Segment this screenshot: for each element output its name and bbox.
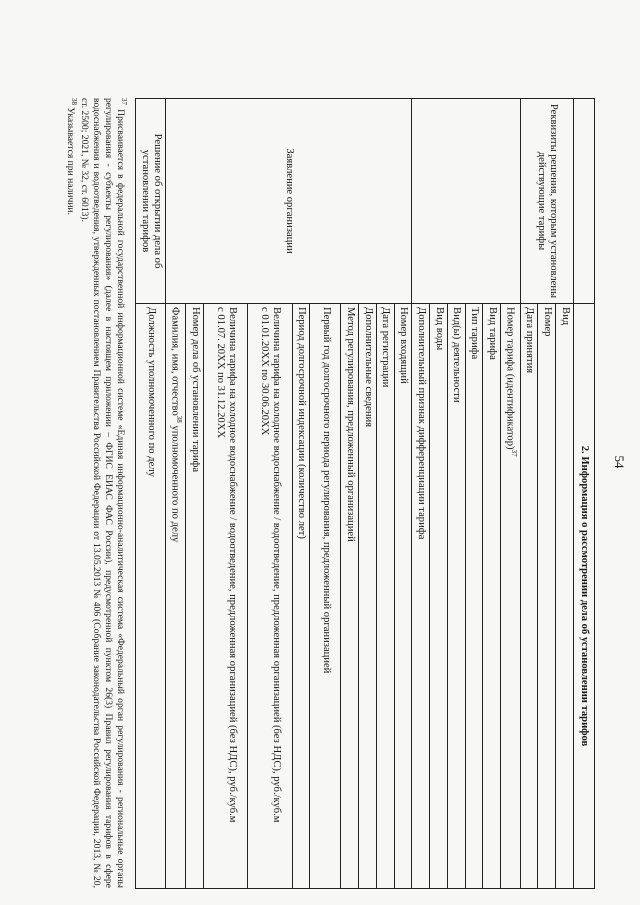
footnote-ref: 38 [175, 415, 184, 423]
group-label-opening-decision: Решение об открытии дела об установлении тарифов [136, 99, 166, 304]
table-row [501, 99, 521, 889]
row-label: Номер [538, 304, 556, 889]
row-label: Фамилия, имя, отчество$^{38}$ уполномоченного по делу [166, 304, 186, 889]
row-label: Дата регистрации [376, 304, 394, 889]
page-number: 54 [612, 455, 627, 469]
row-label: Вид [556, 304, 574, 889]
table-row [556, 99, 574, 889]
row-label: Вид тарифа [483, 304, 501, 889]
row-label: Номер тарифа (идентификатор)$^{37}$ [501, 304, 521, 889]
row-label: Величина тарифа на холодное водоснабжение / водоотведение, предложенная организацией (без НДС), руб./куб.м с 01.07. 20XX по 31.12.20XX [204, 304, 248, 889]
row-label: Первый год долгосрочного периода регулирования, предложенный организацией [310, 304, 341, 889]
row-label: Вид(ы) деятельности [447, 304, 465, 889]
table-row [394, 99, 412, 889]
row-label: Тип тарифа [465, 304, 483, 889]
table-row [573, 99, 594, 889]
row-label: Метод регулирования, предложенный организацией [341, 304, 359, 889]
tariff-case-table [135, 98, 595, 889]
table-row [136, 99, 166, 889]
row-label: Дополнительный признак дифференциации тарифа [412, 304, 430, 889]
footnote-ref: 37 [509, 449, 518, 457]
footnote-37: $^{37}$ Присваивается в федеральной государственной информационной системе «Единая информационно-аналитическая система «Федеральный орган регулирования - региональные органы регулирования - субъекты регулирования» (далее в настоящем приложении – ФГИС ЕИАС ФАС России), предусмотренной пунктом 26(3) Правил регулирования тарифов в сфере водоснабжения и водоотведения, утвержденных постановлением Правительства Российской Федерации от 13.05.2013 № 406 (Собрание законодательства Российской Федерации, 2013, № 20, ст. 2500; 2021, № 32, ст. 6013). [78, 98, 128, 888]
row-label: Дата принятия [520, 304, 538, 889]
row-label: Период долгосрочной индексации (количество лет) [292, 304, 310, 889]
footnotes [64, 98, 128, 888]
group-label-application: Заявление организации [166, 99, 412, 304]
row-label: Величина тарифа на холодное водоснабжение / водоотведение, предложенная организацией (без НДС), руб./куб.м с 01.01.20XX по 30.06.20XX [248, 304, 292, 889]
empty-group-cell [412, 99, 520, 304]
group-label-requisites: Реквизиты решения, которым установлены действующие тарифы [520, 99, 573, 304]
row-label: Номер входящий [394, 304, 412, 889]
empty-header-cell [573, 99, 594, 304]
row-label: Вид воды [430, 304, 448, 889]
row-label: Номер дела об установлении тарифа [186, 304, 204, 889]
row-label: Должность уполномоченного по делу [136, 304, 166, 889]
footnote-38: $^{38}$ Указывается при наличии. [64, 98, 78, 216]
row-label: Дополнительные сведения [359, 304, 377, 889]
rotated-content [35, 98, 595, 898]
section-title: 2. Информация о рассмотрении дела об установлении тарифов [573, 304, 594, 889]
